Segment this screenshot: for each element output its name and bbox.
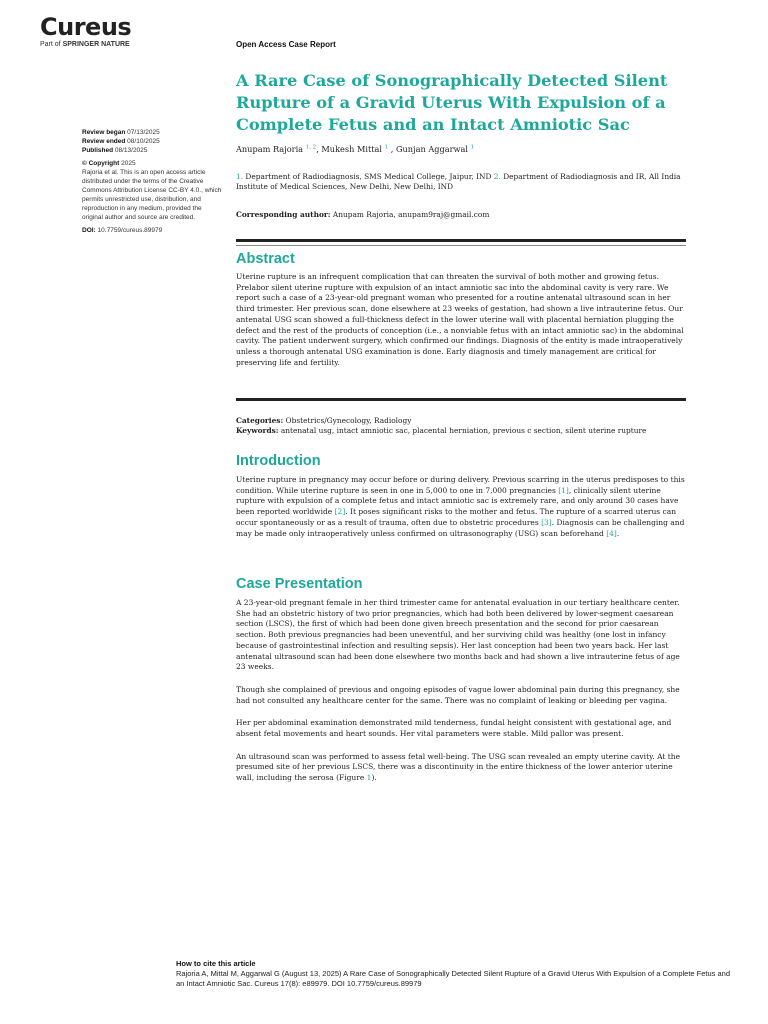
author-separator: , xyxy=(388,144,396,154)
author-list xyxy=(236,144,686,154)
author-affiliation-ref[interactable]: 1 xyxy=(470,144,475,151)
introduction-heading: Introduction xyxy=(236,453,321,469)
article-type: Open Access Case Report xyxy=(236,40,336,49)
keywords: Keywords: antenatal usg, intact amniotic sac, placental herniation, previous c section, silent uterine rupture xyxy=(236,426,647,435)
author-affiliation-ref[interactable]: 1 xyxy=(384,144,389,151)
affiliation-number[interactable]: 1. xyxy=(236,172,244,181)
case-presentation-text xyxy=(236,598,686,796)
article-title: A Rare Case of Sonographically Detected Silent Rupture of a Gravid Uterus With Expulsion of a Complete Fetus and an Intact Amniotic Sac xyxy=(236,71,668,134)
publisher-name: SPRINGER NATURE xyxy=(62,41,130,48)
abstract-top-rule-thin xyxy=(236,245,686,246)
journal-logo[interactable] xyxy=(40,14,131,48)
affiliation-text: Department of Radiodiagnosis, SMS Medical College, Jaipur, IND xyxy=(243,172,494,181)
citation-link[interactable]: [4] xyxy=(606,528,617,538)
published-date: Published 08/13/2025 xyxy=(82,147,148,154)
affiliation-text: Department of Radiodiagnosis and IR, All India Institute of Medical Sciences, New Delhi, New Delhi, IND xyxy=(236,172,681,191)
author-separator: , xyxy=(316,144,322,154)
how-to-cite-heading: How to cite this article xyxy=(176,959,256,968)
review-ended: Review ended 08/10/2025 xyxy=(82,138,160,145)
categories-block xyxy=(236,416,686,436)
citation-link[interactable]: [1] xyxy=(558,485,569,495)
author-name[interactable]: Mukesh Mittal xyxy=(321,144,383,154)
how-to-cite xyxy=(176,959,736,989)
license-text: Rajoria et al. This is an open access article distributed under the terms of the Creative Commons Attribution License CC-BY 4.0., which permits unrestricted use, distribution, and reproduction in any medium, provided the original author and source are credited. xyxy=(82,169,222,221)
copyright: © Copyright 2025 xyxy=(82,160,136,167)
sidebar-doi[interactable]: DOI: 10.7759/cureus.89979 xyxy=(82,227,163,234)
author-name[interactable]: Gunjan Aggarwal xyxy=(395,144,469,154)
case-paragraph: Though she complained of previous and ongoing episodes of vague lower abdominal pain during this pregnancy, she had not consulted any healthcare center for the same. There was no complaint of leaking or bleeding per vagina. xyxy=(236,684,680,705)
case-presentation-heading: Case Presentation xyxy=(236,576,363,592)
abstract-bottom-rule xyxy=(236,398,686,401)
publisher-line: Part of SPRINGER NATURE xyxy=(40,41,130,48)
case-paragraph: An ultrasound scan was performed to assess fetal well-being. The USG scan revealed an empty uterine cavity. At the presumed site of her previous LSCS, there was a discontinuity in the entire thickness of the lower anterior uterine wall, including the serosa (Figure 1). xyxy=(236,751,681,783)
author-affiliation-ref[interactable]: 1, 2 xyxy=(305,144,317,151)
abstract-text: Uterine rupture is an infrequent complication that can threaten the survival of both mother and growing fetus. Prelabor silent uterine rupture with expulsion of an intact amniotic sac into the abdominal cavity is very rare. We report such a case of a 23-year-old pregnant woman who presented for a routine antenatal ultrasound scan in her third trimester. Her previous scan, done elsewhere at 23 weeks of gestation, had shown a live intrauterine fetus. Our antenatal USG scan showed a full-thickness defect in the lower uterine wall with placental herniation plugging the defect and the rest of the products of conception (i.e., a nonviable fetus with an intact amniotic sac) in the abdominal cavity. The patient underwent surgery, which confirmed our findings. Diagnosis of the entity is made intraoperatively unless a thorough antenatal USG examination is done. Early diagnosis and timely management are critical for preserving life and fertility. xyxy=(236,272,684,367)
citation-link[interactable]: [3] xyxy=(541,517,552,527)
abstract-heading: Abstract xyxy=(236,251,295,267)
categories: Categories: Obstetrics/Gynecology, Radiology xyxy=(236,416,412,425)
review-began: Review began 07/13/2025 xyxy=(82,129,160,136)
abstract-top-rule xyxy=(236,239,686,242)
affiliations xyxy=(236,172,686,192)
how-to-cite-text: Rajoria A, Mittal M, Aggarwal G (August 13, 2025) A Rare Case of Sonographically Detected Silent Rupture of a Gravid Uterus With Expulsion of a Complete Fetus and an Intact Amniotic Sac. Cureus 17(8): e89979. DOI 10.7759/cureus.89979 xyxy=(176,969,731,988)
citation-link[interactable]: [2] xyxy=(334,507,346,517)
introduction-text: Uterine rupture in pregnancy may occur before or during delivery. Previous scarring in the uterus predisposes to this condition. While uterine rupture is seen in one in 5,000 to one in 7,000 pregnancies [1], clinically silent uterine rupture with expulsion of a complete fetus and intact amniotic sac is extremely rare, and only around 30 cases have been reported worldwide [2]. It poses significant risks to the mother and fetus. The rupture of a scarred uterus can occur spontaneously or as a result of trauma, often due to obstetric procedures [3]. Diagnosis can be challenging and may be made only intraoperatively unless confirmed on ultrasonography (USG) scan beforehand [4]. xyxy=(236,475,685,538)
article-sidebar xyxy=(82,128,222,235)
corresponding-author: Corresponding author: Anupam Rajoria, anupam9raj@gmail.com xyxy=(236,210,490,219)
author-name[interactable]: Anupam Rajoria xyxy=(236,144,304,154)
affiliation-number[interactable]: 2. xyxy=(493,172,501,181)
case-paragraph: A 23-year-old pregnant female in her third trimester came for antenatal evaluation in our tertiary healthcare center. She had an obstetric history of two prior pregnancies, which had both been delivered by lower-segment caesarean section (LSCS), the first of which had been done given breech presentation and the second for prior caesarean section. Both previous pregnancies had been uneventful, and her surviving child was healthy (one lost in infancy because of gastrointestinal infection and resulting sepsis). Her last conception had been two years back. Her last antenatal ultrasound scan had been done elsewhere two months back and had shown a live intrauterine fetus of age 23 weeks. xyxy=(236,598,680,672)
journal-name: Cureus xyxy=(40,13,132,41)
figure-link[interactable]: 1 xyxy=(366,773,372,783)
case-paragraph: Her per abdominal examination demonstrated mild tenderness, fundal height consistent with gestational age, and absent fetal movements and heart sounds. Her vital parameters were stable. Mild pallor was present. xyxy=(236,718,672,739)
